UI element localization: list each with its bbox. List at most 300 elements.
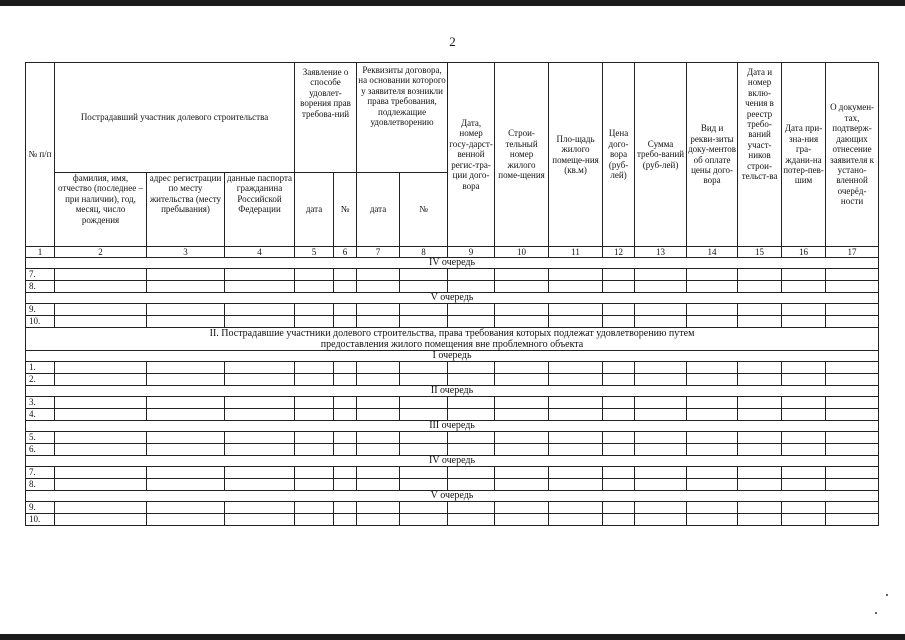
empty-cell xyxy=(357,409,400,421)
empty-cell xyxy=(400,269,448,281)
empty-cell xyxy=(448,479,495,491)
empty-cell xyxy=(55,269,147,281)
empty-cell xyxy=(635,304,687,316)
row-number: 9. xyxy=(26,502,55,514)
column-number: 2 xyxy=(55,247,147,258)
empty-cell xyxy=(295,502,334,514)
empty-cell xyxy=(295,269,334,281)
empty-cell xyxy=(55,316,147,328)
empty-cell xyxy=(55,304,147,316)
table-row xyxy=(26,514,879,526)
empty-cell xyxy=(738,432,782,444)
empty-cell xyxy=(448,432,495,444)
header-claim-date: дата xyxy=(295,173,334,247)
empty-cell xyxy=(738,514,782,526)
empty-cell xyxy=(55,479,147,491)
row-number: 2. xyxy=(26,374,55,386)
empty-cell xyxy=(826,362,879,374)
empty-cell xyxy=(400,432,448,444)
empty-cell xyxy=(635,316,687,328)
column-numbers-row xyxy=(26,247,879,258)
section-header-row xyxy=(26,386,879,397)
empty-cell xyxy=(400,304,448,316)
header-contract-number: № xyxy=(400,173,448,247)
empty-cell xyxy=(826,479,879,491)
empty-cell xyxy=(400,316,448,328)
empty-cell xyxy=(687,479,738,491)
empty-cell xyxy=(549,362,603,374)
empty-cell xyxy=(782,362,826,374)
table-row xyxy=(26,467,879,479)
empty-cell xyxy=(225,397,295,409)
empty-cell xyxy=(400,514,448,526)
empty-cell xyxy=(334,304,357,316)
table-row xyxy=(26,362,879,374)
empty-cell xyxy=(549,269,603,281)
empty-cell xyxy=(225,467,295,479)
empty-cell xyxy=(738,269,782,281)
empty-cell xyxy=(334,467,357,479)
empty-cell xyxy=(55,502,147,514)
empty-cell xyxy=(826,409,879,421)
section-header-row xyxy=(26,351,879,362)
empty-cell xyxy=(147,269,225,281)
empty-cell xyxy=(603,502,635,514)
empty-cell xyxy=(448,281,495,293)
empty-cell xyxy=(782,374,826,386)
register-table xyxy=(25,62,879,526)
header-registration: Дата, номер госу-дарст-венной регис-тра-ции дого-вора xyxy=(448,63,495,247)
empty-cell xyxy=(357,374,400,386)
empty-cell xyxy=(295,304,334,316)
empty-cell xyxy=(782,316,826,328)
section-header-row xyxy=(26,456,879,467)
empty-cell xyxy=(357,514,400,526)
row-number: 3. xyxy=(26,397,55,409)
header-claim-sum: Сумма требо-ваний (руб-лей) xyxy=(635,63,687,247)
empty-cell xyxy=(635,467,687,479)
empty-cell xyxy=(826,502,879,514)
section-header-row xyxy=(26,328,879,351)
header-victim-recognition: Дата при-зна-ния гра-ждани-на потер-пев-шим xyxy=(782,63,826,247)
empty-cell xyxy=(738,374,782,386)
empty-cell xyxy=(225,432,295,444)
empty-cell xyxy=(549,432,603,444)
empty-cell xyxy=(295,514,334,526)
empty-cell xyxy=(635,479,687,491)
section-title: V очередь xyxy=(26,293,879,304)
empty-cell xyxy=(147,467,225,479)
section-header-row xyxy=(26,258,879,269)
empty-cell xyxy=(334,409,357,421)
row-number: 6. xyxy=(26,444,55,456)
column-number: 12 xyxy=(603,247,635,258)
empty-cell xyxy=(295,281,334,293)
column-number: 5 xyxy=(295,247,334,258)
empty-cell xyxy=(334,432,357,444)
column-number: 9 xyxy=(448,247,495,258)
empty-cell xyxy=(635,502,687,514)
empty-cell xyxy=(495,304,549,316)
table-row xyxy=(26,269,879,281)
empty-cell xyxy=(225,316,295,328)
empty-cell xyxy=(147,502,225,514)
empty-cell xyxy=(782,409,826,421)
empty-cell xyxy=(603,316,635,328)
empty-cell xyxy=(738,397,782,409)
empty-cell xyxy=(225,269,295,281)
empty-cell xyxy=(603,479,635,491)
section-header-row xyxy=(26,491,879,502)
empty-cell xyxy=(147,514,225,526)
empty-cell xyxy=(603,374,635,386)
header-contract: Реквизиты договора, на основании которого у заявителя возникли права требования, подлежащие удовлетворению xyxy=(357,63,448,173)
empty-cell xyxy=(334,502,357,514)
row-number: 1. xyxy=(26,362,55,374)
empty-cell xyxy=(225,479,295,491)
empty-cell xyxy=(495,281,549,293)
header-price: Цена дого-вора (руб-лей) xyxy=(603,63,635,247)
empty-cell xyxy=(782,502,826,514)
empty-cell xyxy=(603,362,635,374)
table-row xyxy=(26,479,879,491)
column-number: 17 xyxy=(826,247,879,258)
empty-cell xyxy=(495,409,549,421)
empty-cell xyxy=(635,362,687,374)
empty-cell xyxy=(687,374,738,386)
row-number: 8. xyxy=(26,281,55,293)
empty-cell xyxy=(738,316,782,328)
empty-cell xyxy=(549,409,603,421)
empty-cell xyxy=(225,362,295,374)
empty-cell xyxy=(826,269,879,281)
row-number: 7. xyxy=(26,467,55,479)
empty-cell xyxy=(495,374,549,386)
column-number: 6 xyxy=(334,247,357,258)
empty-cell xyxy=(448,374,495,386)
empty-cell xyxy=(603,514,635,526)
empty-cell xyxy=(357,304,400,316)
header-passport: данные паспорта гражданина Российской Федерации xyxy=(225,173,295,247)
empty-cell xyxy=(225,409,295,421)
table-row xyxy=(26,316,879,328)
table-row xyxy=(26,502,879,514)
empty-cell xyxy=(738,362,782,374)
empty-cell xyxy=(334,374,357,386)
empty-cell xyxy=(687,467,738,479)
empty-cell xyxy=(295,316,334,328)
column-number: 4 xyxy=(225,247,295,258)
empty-cell xyxy=(147,397,225,409)
section-title: IV очередь xyxy=(26,456,879,467)
header-row-1 xyxy=(26,63,879,173)
empty-cell xyxy=(334,316,357,328)
row-number: 7. xyxy=(26,269,55,281)
bottom-border-bar xyxy=(0,634,905,640)
empty-cell xyxy=(603,432,635,444)
empty-cell xyxy=(400,409,448,421)
empty-cell xyxy=(782,467,826,479)
empty-cell xyxy=(357,467,400,479)
empty-cell xyxy=(334,397,357,409)
empty-cell xyxy=(687,397,738,409)
top-border-bar xyxy=(0,0,905,6)
empty-cell xyxy=(826,432,879,444)
column-number: 13 xyxy=(635,247,687,258)
empty-cell xyxy=(826,316,879,328)
empty-cell xyxy=(603,281,635,293)
empty-cell xyxy=(635,432,687,444)
empty-cell xyxy=(782,304,826,316)
empty-cell xyxy=(549,479,603,491)
empty-cell xyxy=(826,374,879,386)
empty-cell xyxy=(495,397,549,409)
header-area: Пло-щадь жилого помеще-ния (кв.м) xyxy=(549,63,603,247)
column-number: 16 xyxy=(782,247,826,258)
section-title: IV очередь xyxy=(26,258,879,269)
empty-cell xyxy=(55,409,147,421)
section-title: II очередь xyxy=(26,386,879,397)
empty-cell xyxy=(357,397,400,409)
empty-cell xyxy=(826,467,879,479)
empty-cell xyxy=(687,269,738,281)
empty-cell xyxy=(603,397,635,409)
empty-cell xyxy=(295,444,334,456)
section-title: I очередь xyxy=(26,351,879,362)
empty-cell xyxy=(549,316,603,328)
column-number: 15 xyxy=(738,247,782,258)
empty-cell xyxy=(147,444,225,456)
empty-cell xyxy=(357,269,400,281)
empty-cell xyxy=(738,304,782,316)
empty-cell xyxy=(782,397,826,409)
empty-cell xyxy=(147,281,225,293)
empty-cell xyxy=(782,269,826,281)
header-contract-date: дата xyxy=(357,173,400,247)
empty-cell xyxy=(225,304,295,316)
column-number: 3 xyxy=(147,247,225,258)
empty-cell xyxy=(635,269,687,281)
empty-cell xyxy=(225,374,295,386)
empty-cell xyxy=(738,409,782,421)
empty-cell xyxy=(357,362,400,374)
row-number: 9. xyxy=(26,304,55,316)
table-row xyxy=(26,374,879,386)
empty-cell xyxy=(549,467,603,479)
empty-cell xyxy=(448,316,495,328)
empty-cell xyxy=(495,514,549,526)
empty-cell xyxy=(147,304,225,316)
empty-cell xyxy=(549,397,603,409)
empty-cell xyxy=(738,467,782,479)
empty-cell xyxy=(635,514,687,526)
empty-cell xyxy=(603,409,635,421)
table-row xyxy=(26,409,879,421)
empty-cell xyxy=(295,479,334,491)
empty-cell xyxy=(55,514,147,526)
empty-cell xyxy=(400,502,448,514)
empty-cell xyxy=(687,514,738,526)
header-building-number: Строи-тельный номер жилого поме-щения xyxy=(495,63,549,247)
empty-cell xyxy=(225,514,295,526)
empty-cell xyxy=(495,432,549,444)
empty-cell xyxy=(147,362,225,374)
empty-cell xyxy=(55,281,147,293)
empty-cell xyxy=(400,479,448,491)
header-inclusion: Дата и номер вклю-чения в реестр требо-ваний участ-ников строи-тельст-ва xyxy=(738,63,782,247)
empty-cell xyxy=(448,397,495,409)
table-row xyxy=(26,281,879,293)
empty-cell xyxy=(357,281,400,293)
empty-cell xyxy=(738,479,782,491)
row-number: 5. xyxy=(26,432,55,444)
empty-cell xyxy=(147,409,225,421)
empty-cell xyxy=(782,514,826,526)
empty-cell xyxy=(448,467,495,479)
empty-cell xyxy=(603,444,635,456)
empty-cell xyxy=(603,304,635,316)
empty-cell xyxy=(357,444,400,456)
empty-cell xyxy=(147,316,225,328)
section-title: III очередь xyxy=(26,421,879,432)
empty-cell xyxy=(826,281,879,293)
empty-cell xyxy=(448,409,495,421)
empty-cell xyxy=(549,304,603,316)
empty-cell xyxy=(635,397,687,409)
empty-cell xyxy=(295,409,334,421)
empty-cell xyxy=(635,281,687,293)
empty-cell xyxy=(549,514,603,526)
empty-cell xyxy=(147,374,225,386)
empty-cell xyxy=(826,397,879,409)
page-number: 2 xyxy=(449,34,456,49)
empty-cell xyxy=(782,281,826,293)
empty-cell xyxy=(448,444,495,456)
empty-cell xyxy=(687,502,738,514)
empty-cell xyxy=(687,316,738,328)
empty-cell xyxy=(55,444,147,456)
empty-cell xyxy=(225,281,295,293)
speck xyxy=(886,594,888,596)
row-number: 10. xyxy=(26,316,55,328)
empty-cell xyxy=(448,502,495,514)
empty-cell xyxy=(400,281,448,293)
empty-cell xyxy=(357,502,400,514)
empty-cell xyxy=(782,444,826,456)
empty-cell xyxy=(826,514,879,526)
column-number: 14 xyxy=(687,247,738,258)
header-victim: Пострадавший участник долевого строительства xyxy=(55,63,295,173)
empty-cell xyxy=(738,281,782,293)
header-full-name: фамилия, имя, отчество (последнее – при наличии), год, месяц, число рождения xyxy=(55,173,147,247)
empty-cell xyxy=(738,444,782,456)
header-row-number: № п/п xyxy=(26,63,55,247)
row-number: 4. xyxy=(26,409,55,421)
empty-cell xyxy=(357,432,400,444)
header-payment-docs: Вид и рекви-зиты доку-ментов об оплате цены дого-вора xyxy=(687,63,738,247)
column-number: 7 xyxy=(357,247,400,258)
section-title: V очередь xyxy=(26,491,879,502)
empty-cell xyxy=(495,316,549,328)
empty-cell xyxy=(295,374,334,386)
row-number: 8. xyxy=(26,479,55,491)
empty-cell xyxy=(295,432,334,444)
empty-cell xyxy=(603,467,635,479)
empty-cell xyxy=(334,269,357,281)
empty-cell xyxy=(549,444,603,456)
empty-cell xyxy=(334,281,357,293)
column-number: 11 xyxy=(549,247,603,258)
empty-cell xyxy=(635,444,687,456)
empty-cell xyxy=(400,397,448,409)
table-row xyxy=(26,304,879,316)
empty-cell xyxy=(687,432,738,444)
empty-cell xyxy=(357,479,400,491)
empty-cell xyxy=(448,362,495,374)
empty-cell xyxy=(738,502,782,514)
empty-cell xyxy=(400,444,448,456)
empty-cell xyxy=(334,479,357,491)
empty-cell xyxy=(55,374,147,386)
empty-cell xyxy=(334,362,357,374)
empty-cell xyxy=(295,362,334,374)
row-number: 10. xyxy=(26,514,55,526)
empty-cell xyxy=(334,514,357,526)
speck xyxy=(875,612,877,614)
empty-cell xyxy=(357,316,400,328)
empty-cell xyxy=(448,304,495,316)
section-header-row xyxy=(26,421,879,432)
header-address: адрес регистрации по месту жительства (месту пребывания) xyxy=(147,173,225,247)
empty-cell xyxy=(400,362,448,374)
header-claim-number: № xyxy=(334,173,357,247)
section-title: II. Пострадавшие участники долевого строительства, права требования которых подлежат удовлетворению путем предоставления жилого помещения вне проблемного объекта xyxy=(26,328,879,351)
empty-cell xyxy=(147,479,225,491)
empty-cell xyxy=(687,304,738,316)
empty-cell xyxy=(687,362,738,374)
empty-cell xyxy=(225,444,295,456)
empty-cell xyxy=(295,397,334,409)
header-claim: Заявление о способе удовлет-ворения прав требова-ний xyxy=(295,63,357,173)
empty-cell xyxy=(225,502,295,514)
header-order-documents: О докумен-тах, подтверж-дающих отнесение заявителя к устано-вленной очерёд-ности xyxy=(826,63,879,247)
empty-cell xyxy=(400,374,448,386)
empty-cell xyxy=(635,374,687,386)
empty-cell xyxy=(687,444,738,456)
empty-cell xyxy=(448,514,495,526)
empty-cell xyxy=(603,269,635,281)
empty-cell xyxy=(495,479,549,491)
table-row xyxy=(26,397,879,409)
empty-cell xyxy=(549,502,603,514)
empty-cell xyxy=(782,479,826,491)
empty-cell xyxy=(549,281,603,293)
empty-cell xyxy=(55,397,147,409)
empty-cell xyxy=(687,409,738,421)
empty-cell xyxy=(495,502,549,514)
table-row xyxy=(26,432,879,444)
empty-cell xyxy=(826,444,879,456)
empty-cell xyxy=(147,432,225,444)
empty-cell xyxy=(55,432,147,444)
empty-cell xyxy=(782,432,826,444)
empty-cell xyxy=(495,269,549,281)
column-number: 1 xyxy=(26,247,55,258)
empty-cell xyxy=(448,269,495,281)
empty-cell xyxy=(635,409,687,421)
empty-cell xyxy=(549,374,603,386)
column-number: 8 xyxy=(400,247,448,258)
